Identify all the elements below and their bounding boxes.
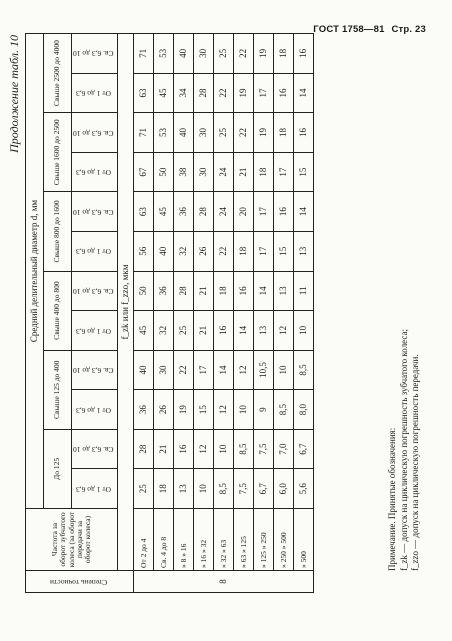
tolerance-cell: 10,5: [254, 350, 274, 390]
tolerance-cell: 8,5: [274, 390, 294, 430]
continuation-label: Продолжение табл. 10: [7, 35, 21, 153]
frequency-cell: Св. 4 до 8: [154, 509, 174, 571]
tolerance-unit-header: f_zk или f_zzo, мкм: [118, 34, 134, 571]
tolerance-cell: 19: [254, 113, 274, 153]
module-range-header: От 1 до 6,3: [72, 152, 118, 192]
tolerance-cell: 22: [174, 350, 194, 390]
tolerance-cell: 11: [294, 271, 314, 311]
tolerance-cell: 50: [134, 271, 154, 311]
tolerance-cell: 6,0: [274, 469, 294, 509]
frequency-cell: » 8 » 16: [174, 509, 194, 571]
tolerance-cell: 21: [194, 271, 214, 311]
table-row: [234, 34, 254, 593]
tolerance-cell: 7,0: [274, 429, 294, 469]
tolerance-cell: 10: [294, 311, 314, 351]
diameter-group-2: Свыше 125 до 400: [44, 350, 72, 429]
tolerance-cell: 16: [274, 192, 294, 232]
diameter-group-1: До 125: [44, 429, 72, 508]
tolerance-cell: 36: [174, 192, 194, 232]
tolerance-cell: 10: [274, 350, 294, 390]
tolerance-cell: 28: [134, 429, 154, 469]
table-row: [154, 34, 174, 593]
tolerance-cell: 34: [174, 73, 194, 113]
tolerance-cell: 21: [234, 152, 254, 192]
module-range-header: Св. 6,3 до 10: [72, 429, 118, 469]
module-range-header: Св. 6,3 до 10: [72, 113, 118, 153]
tolerance-cell: 50: [154, 152, 174, 192]
tolerance-cell: 22: [214, 231, 234, 271]
tolerance-cell: 71: [134, 34, 154, 74]
tolerance-cell: 16: [294, 113, 314, 153]
tolerance-cell: 13: [274, 271, 294, 311]
tolerance-cell: 14: [214, 350, 234, 390]
tolerance-cell: 16: [214, 311, 234, 351]
diameter-group-5: Свыше 1600 до 2500: [44, 113, 72, 192]
tolerance-cell: 26: [194, 231, 214, 271]
tolerance-cell: 38: [174, 152, 194, 192]
tolerance-cell: 13: [174, 469, 194, 509]
tolerance-cell: 24: [214, 152, 234, 192]
tolerance-cell: 18: [274, 34, 294, 74]
tolerance-cell: 12: [274, 311, 294, 351]
tolerance-cell: 17: [254, 192, 274, 232]
frequency-cell: » 500: [294, 509, 314, 571]
page-number: Стр. 23: [391, 24, 426, 35]
footnote-title: Примечание. Принятые обозначения:: [387, 427, 398, 571]
tolerance-cell: 12: [234, 350, 254, 390]
tolerance-cell: 14: [294, 73, 314, 113]
tolerance-cell: 7,5: [234, 469, 254, 509]
table-row: [134, 34, 154, 593]
tolerance-cell: 56: [134, 231, 154, 271]
frequency-cell: » 125 » 250: [254, 509, 274, 571]
tolerance-cell: 17: [254, 231, 274, 271]
tolerance-cell: 28: [174, 271, 194, 311]
tolerance-cell: 6,7: [294, 429, 314, 469]
tolerance-cell: 45: [134, 311, 154, 351]
module-range-header: Св. 6,3 до 10: [72, 34, 118, 74]
rotated-table-area: [7, 33, 425, 593]
tolerance-cell: 16: [234, 271, 254, 311]
module-range-header: От 1 до 6,3: [72, 231, 118, 271]
module-range-header: От 1 до 6,3: [72, 73, 118, 113]
tolerance-cell: 30: [194, 152, 214, 192]
tolerance-cell: 19: [234, 73, 254, 113]
tolerance-cell: 25: [174, 311, 194, 351]
tolerance-cell: 8,5: [234, 429, 254, 469]
standard-number: ГОСТ 1758—81: [313, 24, 385, 35]
tolerance-cell: 16: [174, 429, 194, 469]
module-range-header: Св. 6,3 до 10: [72, 192, 118, 232]
tolerance-cell: 19: [174, 390, 194, 430]
tolerance-cell: 8,0: [294, 390, 314, 430]
tolerance-cell: 26: [154, 390, 174, 430]
footnote-line: f_zk — допуск на циклическую погрешность зубчатого колеса;: [398, 328, 409, 571]
tolerance-cell: 15: [194, 390, 214, 430]
tolerance-cell: 30: [194, 34, 214, 74]
tolerance-cell: 16: [274, 73, 294, 113]
frequency-cell: » 63 » 125: [234, 509, 254, 571]
tolerance-cell: 9: [254, 390, 274, 430]
tolerance-cell: 14: [294, 192, 314, 232]
module-range-header: От 1 до 6,3: [72, 469, 118, 509]
tolerance-cell: 24: [214, 192, 234, 232]
tolerance-cell: 10: [194, 469, 214, 509]
tolerance-cell: 8,5: [294, 350, 314, 390]
tolerance-cell: 45: [154, 73, 174, 113]
table-row: [254, 34, 274, 593]
diameter-group-4: Свыше 800 до 1600: [44, 192, 72, 271]
module-range-header: Св. 6,3 до 10: [72, 271, 118, 311]
tolerance-cell: 63: [134, 73, 154, 113]
tolerance-cell: 20: [234, 192, 254, 232]
tolerance-cell: 15: [274, 231, 294, 271]
tolerance-cell: 18: [214, 271, 234, 311]
diameter-header: Средний делительный диаметр d, мм: [26, 34, 44, 509]
tolerance-cell: 13: [294, 231, 314, 271]
tolerance-cell: 28: [194, 192, 214, 232]
tolerance-cell: 63: [134, 192, 154, 232]
tolerance-cell: 32: [174, 231, 194, 271]
tolerance-cell: 67: [134, 152, 154, 192]
tolerance-cell: 18: [274, 113, 294, 153]
table-row: [214, 34, 234, 593]
tolerance-cell: 32: [154, 311, 174, 351]
tolerance-cell: 14: [234, 311, 254, 351]
tolerance-cell: 40: [174, 34, 194, 74]
frequency-cell: » 32 » 63: [214, 509, 234, 571]
tolerance-cell: 14: [254, 271, 274, 311]
tolerance-cell: 53: [154, 34, 174, 74]
tolerance-cell: 22: [234, 34, 254, 74]
table-row: [174, 34, 194, 593]
tolerance-cell: 36: [154, 271, 174, 311]
tolerance-cell: 13: [254, 311, 274, 351]
table-row: [194, 34, 214, 593]
tolerance-cell: 18: [234, 231, 254, 271]
tolerance-cell: 12: [214, 390, 234, 430]
tolerance-cell: 36: [134, 390, 154, 430]
tolerance-cell: 16: [294, 34, 314, 74]
diameter-group-3: Свыше 400 до 800: [44, 271, 72, 350]
tolerance-cell: 71: [134, 113, 154, 153]
tolerance-cell: 30: [194, 113, 214, 153]
tolerance-cell: 28: [194, 73, 214, 113]
tolerance-cell: 22: [214, 73, 234, 113]
table-row: [294, 34, 314, 593]
tolerance-cell: 25: [214, 113, 234, 153]
tolerance-cell: 25: [214, 34, 234, 74]
tolerance-cell: 45: [154, 192, 174, 232]
tolerance-cell: 22: [234, 113, 254, 153]
table-row: [274, 34, 294, 593]
tolerance-cell: 17: [274, 152, 294, 192]
tolerance-cell: 40: [134, 350, 154, 390]
frequency-cell: » 250 » 500: [274, 509, 294, 571]
frequency-cell: » 16 » 32: [194, 509, 214, 571]
tolerance-cell: 40: [174, 113, 194, 153]
tolerance-table: [25, 33, 314, 593]
tolerance-cell: 18: [254, 152, 274, 192]
tolerance-cell: 7,5: [254, 429, 274, 469]
precision-header: Степень точности: [26, 571, 134, 593]
module-range-header: От 1 до 6,3: [72, 311, 118, 351]
tolerance-cell: 40: [154, 231, 174, 271]
tolerance-cell: 21: [194, 311, 214, 351]
tolerance-cell: 17: [254, 73, 274, 113]
tolerance-cell: 53: [154, 113, 174, 153]
diameter-group-6: Свыше 2500 до 4000: [44, 34, 72, 113]
tolerance-cell: 18: [154, 469, 174, 509]
tolerance-cell: 10: [234, 390, 254, 430]
tolerance-cell: 5,6: [294, 469, 314, 509]
precision-value: 8: [134, 571, 314, 593]
footnote: [387, 329, 421, 571]
tolerance-cell: 30: [154, 350, 174, 390]
tolerance-cell: 6,7: [254, 469, 274, 509]
module-range-header: От 1 до 6,3: [72, 390, 118, 430]
tolerance-cell: 15: [294, 152, 314, 192]
tolerance-cell: 25: [134, 469, 154, 509]
footnote-line: f_zzo — допуск на циклическую погрешность передачи.: [409, 354, 420, 571]
module-range-header: Св. 6,3 до 10: [72, 350, 118, 390]
frequency-cell: От 2 до 4: [134, 509, 154, 571]
tolerance-cell: 19: [254, 34, 274, 74]
frequency-header: Частота за оборот зубчатого колеса (за оборот передачи за оборот колеса): [26, 509, 118, 571]
tolerance-cell: 12: [194, 429, 214, 469]
tolerance-cell: 17: [194, 350, 214, 390]
tolerance-cell: 8,5: [214, 469, 234, 509]
tolerance-cell: 21: [154, 429, 174, 469]
tolerance-cell: 10: [214, 429, 234, 469]
